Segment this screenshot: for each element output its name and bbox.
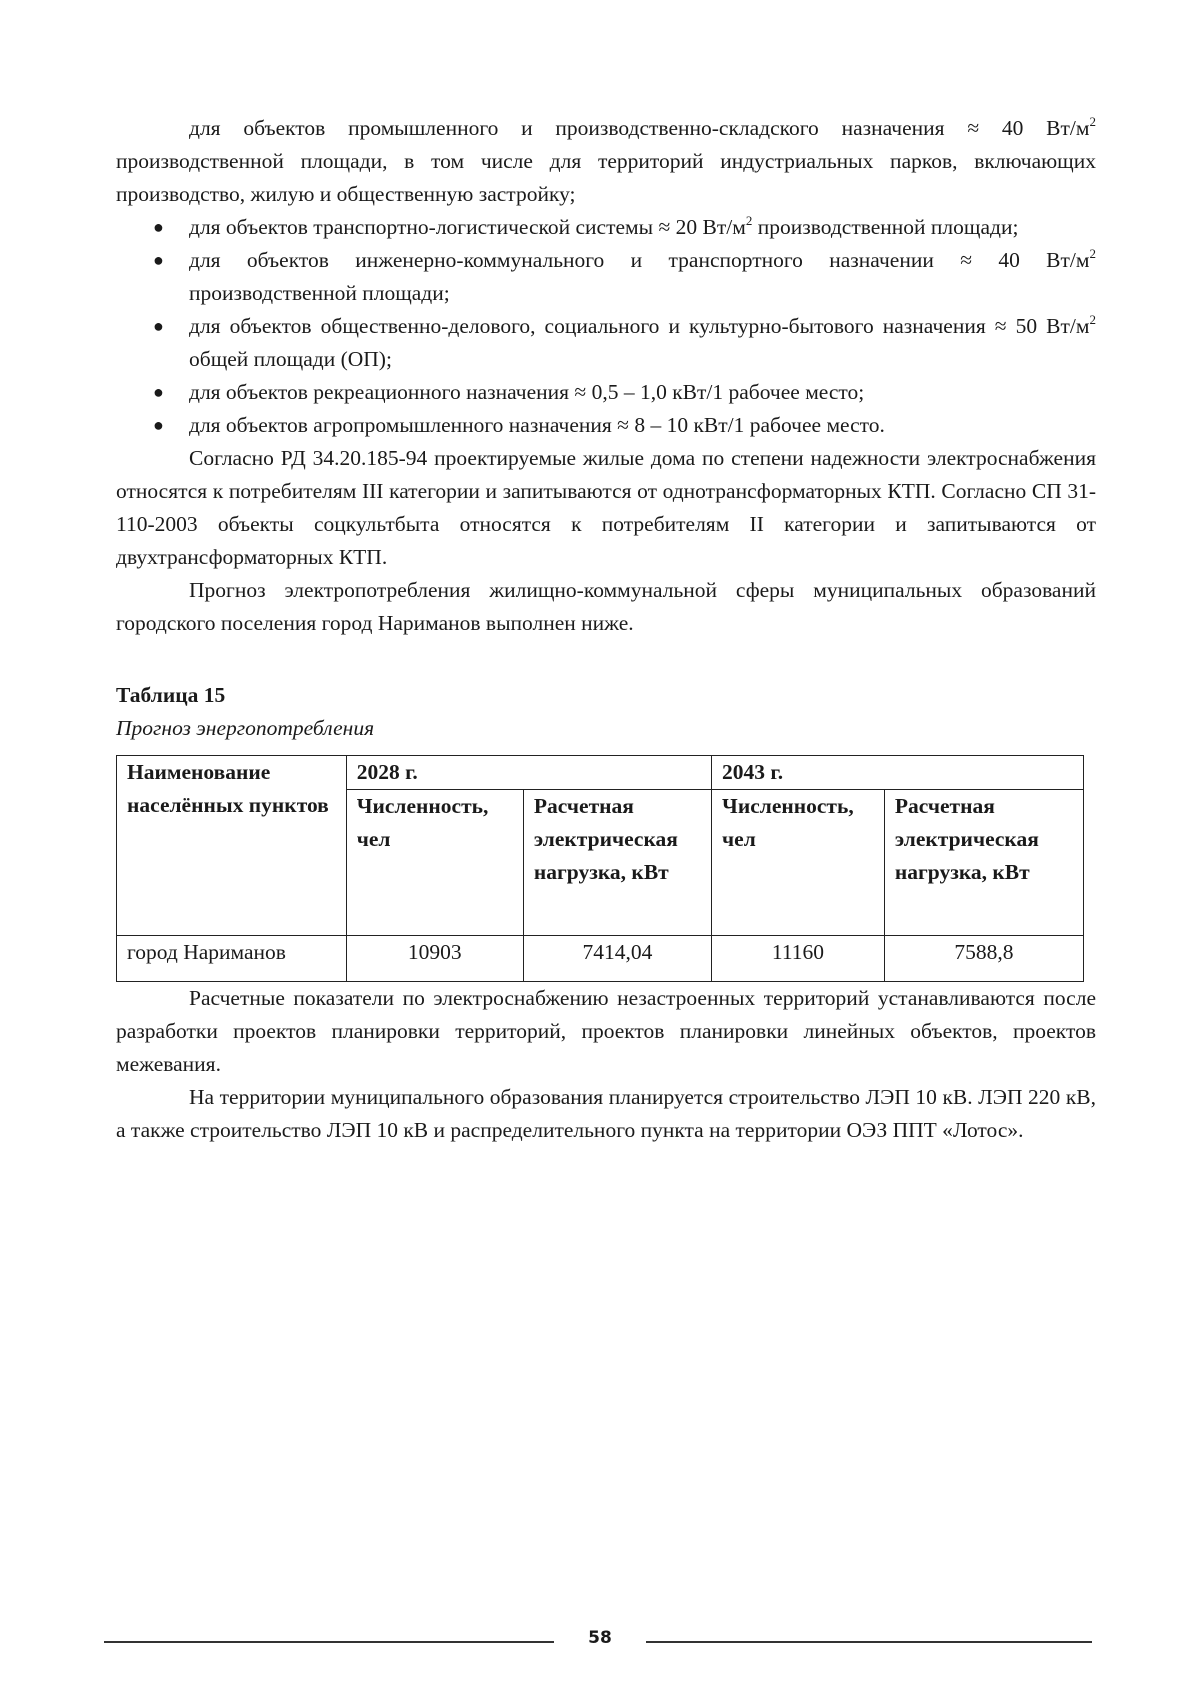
bullet-icon: ● <box>153 415 164 435</box>
list-item-text: для объектов инженерно-коммунального и транспортного назначении ≈ 40 Вт/м <box>189 248 1090 272</box>
column-header-population: Численность, чел <box>712 790 885 936</box>
list-item-text: для объектов транспортно-логистической системы ≈ 20 Вт/м <box>189 215 746 239</box>
column-header-load: Расчетная электрическая нагрузка, кВт <box>523 790 711 936</box>
cell-load-2028: 7414,04 <box>523 936 711 982</box>
table-caption: Прогноз энергопотребления <box>116 716 375 740</box>
intro-text: для объектов промышленного и производственно-складского назначения ≈ 40 Вт/м <box>189 116 1090 140</box>
intro-paragraph <box>116 112 1096 211</box>
table-row <box>117 936 1084 982</box>
energy-forecast-table <box>116 755 1084 982</box>
list-item <box>116 244 1096 310</box>
table-title: Таблица 15 <box>116 683 226 707</box>
bullet-icon: ● <box>153 316 164 336</box>
cell-population-2028: 10903 <box>346 936 523 982</box>
list-item-text-tail: производственной площади; <box>752 215 1019 239</box>
cell-settlement-name: город Нариманов <box>117 936 347 982</box>
superscript: 2 <box>1089 246 1096 261</box>
column-header-load: Расчетная электрическая нагрузка, кВт <box>884 790 1083 936</box>
list-item-text-tail: общей площади (ОП); <box>189 347 392 371</box>
bullet-list <box>116 211 1096 442</box>
footer-divider-left <box>104 1641 554 1643</box>
list-item <box>116 409 1096 442</box>
list-item <box>116 211 1096 244</box>
list-item-text: для объектов рекреационного назначения ≈ 0,5 – 1,0 кВт/1 рабочее место; <box>189 380 865 404</box>
list-item-text: для объектов общественно-делового, социального и культурно-бытового назначения ≈ 50 Вт/м <box>189 314 1090 338</box>
superscript: 2 <box>1089 114 1096 129</box>
list-item <box>116 376 1096 409</box>
cell-population-2043: 11160 <box>712 936 885 982</box>
cell-load-2043: 7588,8 <box>884 936 1083 982</box>
page-number: 58 <box>588 1628 612 1648</box>
body-paragraph: Прогноз электропотребления жилищно-коммунальной сферы муниципальных образований городского поселения город Нариманов выполнен ниже. <box>116 578 1096 635</box>
bullet-icon: ● <box>153 217 164 237</box>
body-paragraph: Расчетные показатели по электроснабжению незастроенных территорий устанавливаются после разработки проектов планировки территорий, проектов планировки линейных объектов, проектов межевания. <box>116 986 1096 1076</box>
table-header-row <box>117 756 1084 790</box>
column-header-year-2028: 2028 г. <box>346 756 711 790</box>
footer-divider-right <box>646 1641 1092 1643</box>
list-item <box>116 310 1096 376</box>
column-header-name: Наименование населённых пунктов <box>117 756 347 936</box>
body-paragraph: На территории муниципального образования планируется строительство ЛЭП 10 кВ. ЛЭП 220 кВ, а также строительство ЛЭП 10 кВ и распределительного пункта на территории ОЭЗ ППТ «Лотос». <box>116 1085 1096 1142</box>
bullet-icon: ● <box>153 250 164 270</box>
column-header-year-2043: 2043 г. <box>712 756 1084 790</box>
column-header-population: Численность, чел <box>346 790 523 936</box>
intro-text-tail: производственной площади, в том числе для территорий индустриальных парков, включающих производство, жилую и общественную застройку; <box>116 149 1096 206</box>
list-item-text: для объектов агропромышленного назначения ≈ 8 – 10 кВт/1 рабочее место. <box>189 413 885 437</box>
list-item-text-tail: производственной площади; <box>189 281 450 305</box>
page-content <box>116 112 1096 1147</box>
body-paragraph: Согласно РД 34.20.185-94 проектируемые жилые дома по степени надежности электроснабжения относятся к потребителям III категории и запитываются от однотрансформаторных КТП. Согласно СП 31-110-2003 объекты соцкультбыта относятся к потребителям II категории и запитываются от двухтрансформаторных КТП. <box>116 446 1096 569</box>
superscript: 2 <box>1089 312 1096 327</box>
superscript: 2 <box>745 213 753 228</box>
bullet-icon: ● <box>153 382 164 402</box>
